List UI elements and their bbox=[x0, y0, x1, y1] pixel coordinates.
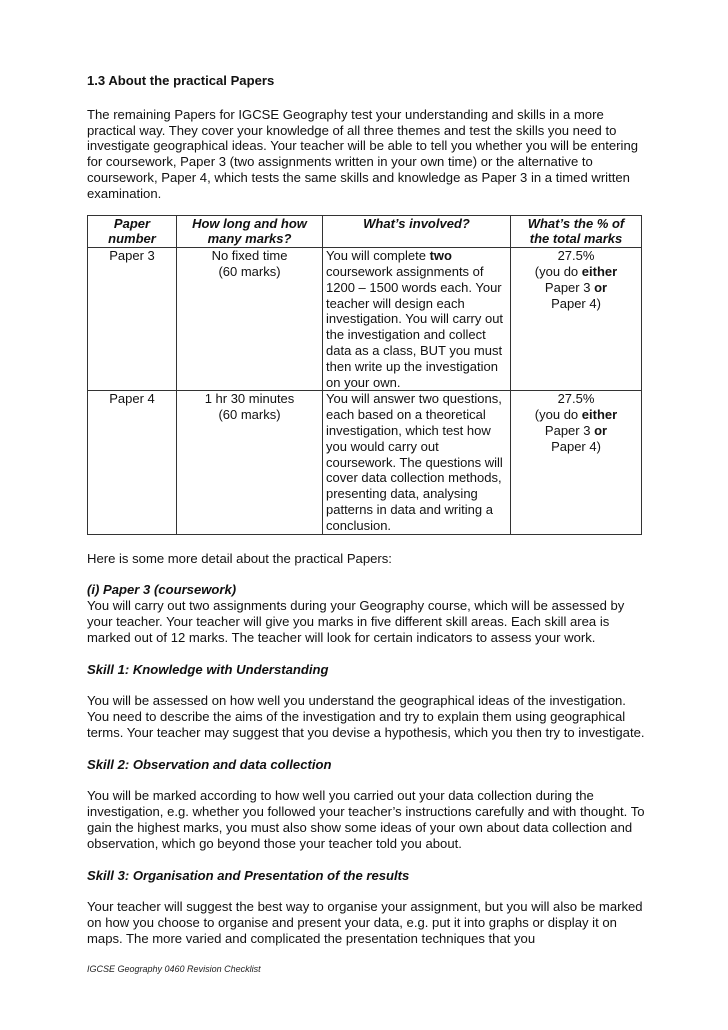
intro-paragraph: The remaining Papers for IGCSE Geography test your understanding and skills in a more practical way. They cover your knowledge of all three themes and test the skills you need to investigate geographical ideas. Your teacher will be able to tell you whether you will be entering for coursework, Paper 3 (two assignments written in your own time) or the alternative to coursework, Paper 4, which tests the same skills and knowledge as Paper 3 in a timed written examination. bbox=[87, 106, 639, 201]
skill-heading: Skill 2: Observation and data collection bbox=[87, 756, 332, 772]
skill-body: Your teacher will suggest the best way to organise your assignment, but you will also be marked on how you choose to organise and present your data, e.g. put it into graphs or display it on maps. The more varied and complicated the presentation techniques that you bbox=[87, 899, 643, 947]
cell-time: 1 hr 30 minutes (60 marks) bbox=[177, 391, 323, 534]
header-percent-total: What’s the % of the total marks bbox=[511, 215, 642, 248]
cell-paper: Paper 3 bbox=[88, 248, 177, 391]
cell-whats-involved: You will answer two questions, each based on a theoretical investigation, which test how you would carry out coursework. The questions will cover data collection methods, presenting data, analysing patterns in data and writing a conclusion. bbox=[323, 391, 511, 534]
skill-body: You will be assessed on how well you understand the geographical ideas of the investigation. You need to describe the aims of the investigation and try to explain them using geographical terms. Your teacher may suggest that you devise a hypothesis, which you then try to investigate. bbox=[87, 693, 645, 740]
page-content bbox=[87, 73, 647, 947]
skill-heading: Skill 3: Organisation and Presentation of the results bbox=[87, 867, 410, 883]
skill-body: You will be marked according to how well you carried out your data collection during the investigation, e.g. whether you followed your teacher’s instructions carefully and with thought. To gain the highest marks, you must also show some ideas of your own about data collection and observation, which go beyond those your teacher told you about. bbox=[87, 788, 645, 851]
section-title: 1.3 About the practical Papers bbox=[87, 73, 275, 88]
header-paper-number: Paper number bbox=[88, 215, 177, 248]
table-row bbox=[88, 391, 642, 534]
cell-whats-involved: You will complete two coursework assignments of 1200 – 1500 words each. Your teacher will design each investigation. You will carry out the investigation and collect data as a class, BUT you must then write up the investigation on your own. bbox=[323, 248, 511, 391]
detail-intro: Here is some more detail about the practical Papers: bbox=[87, 550, 392, 566]
skill-heading: Skill 1: Knowledge with Understanding bbox=[87, 661, 329, 677]
page-footer: IGCSE Geography 0460 Revision Checklist bbox=[87, 964, 261, 974]
cell-time: No fixed time (60 marks) bbox=[177, 248, 323, 391]
cell-percent: 27.5% (you do either Paper 3 or Paper 4) bbox=[511, 391, 642, 534]
paper3-heading: (i) Paper 3 (coursework) bbox=[87, 582, 237, 598]
papers-table bbox=[87, 215, 642, 535]
cell-paper: Paper 4 bbox=[88, 391, 177, 534]
table-header-row bbox=[88, 215, 642, 248]
paper3-body: You will carry out two assignments during your Geography course, which will be assessed by your teacher. Your teacher will give you marks in five different skill areas. Each skill area is marked out of 12 marks. The teacher will look for certain indicators to assess your work. bbox=[87, 598, 625, 645]
cell-percent: 27.5% (you do either Paper 3 or Paper 4) bbox=[511, 248, 642, 391]
table-row bbox=[88, 248, 642, 391]
header-how-long: How long and how many marks? bbox=[177, 215, 323, 248]
header-whats-involved: What’s involved? bbox=[323, 215, 511, 248]
